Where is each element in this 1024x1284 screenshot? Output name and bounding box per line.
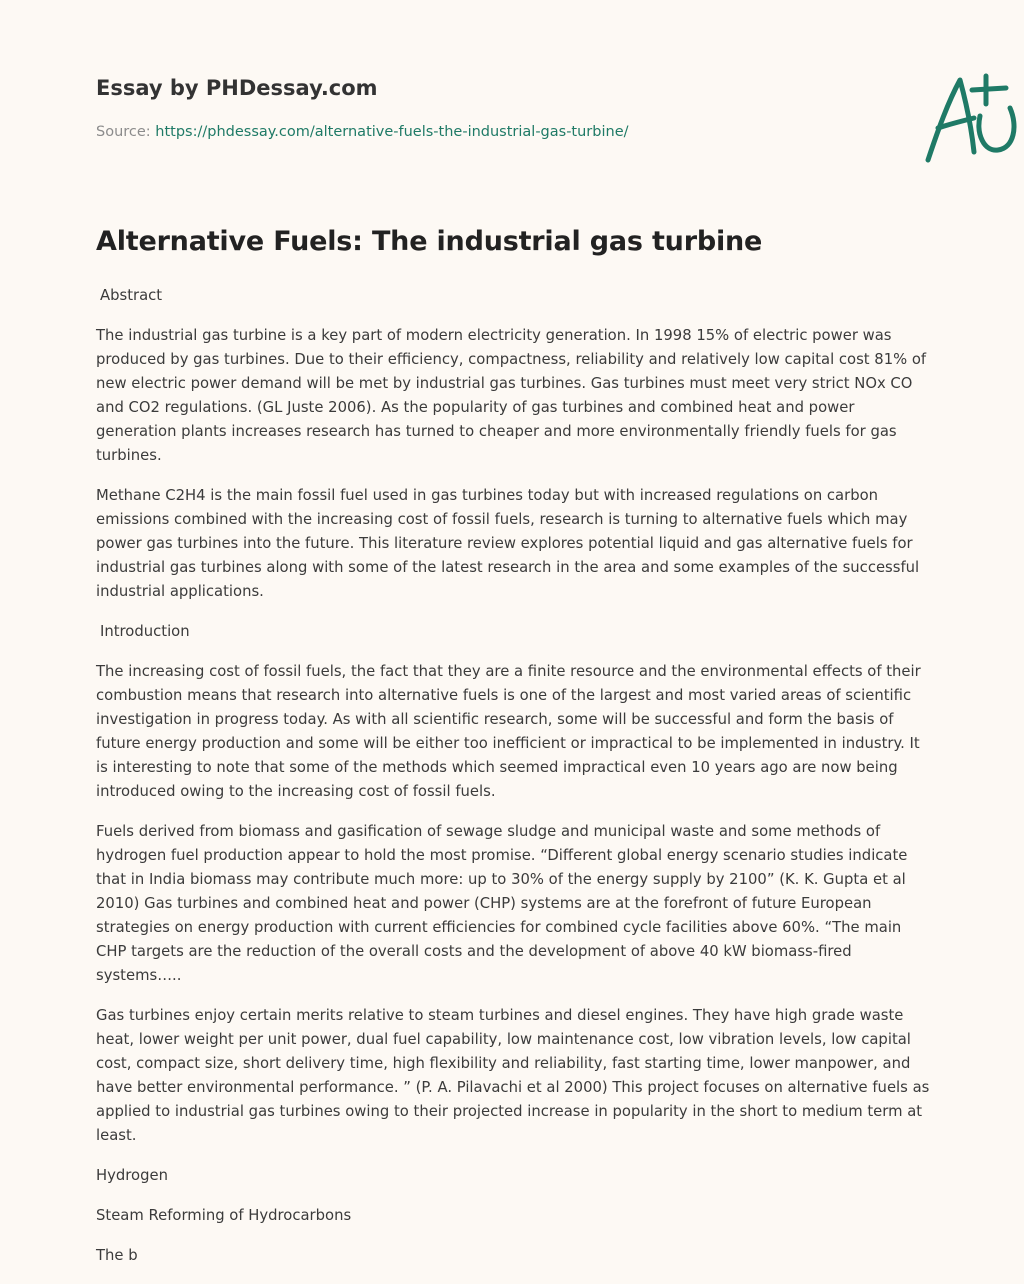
paragraph-abstract: The industrial gas turbine is a key part of modern electricity generation. In 1998 15% of electric power was produced by gas turbines. Due to their efficiency, compactness, reliability and relatively low capital cost 81% of new electric power demand will be met by industrial gas turbines. Gas turbines must meet very strict NOx CO and CO2 regulations. (GL Juste 2006). As the popularity of gas turbines and combined heat and power generation plants increases research has turned to cheaper and more environmentally friendly fuels for gas turbines.: [96, 327, 927, 464]
article-body: [96, 284, 932, 1284]
source-label: Source:: [96, 124, 151, 140]
paragraph-methane: Methane C2H4 is the main fossil fuel used in gas turbines today but with increased regulations on carbon emissions combined with the increasing cost of fossil fuels, research is turning to alternative fuels which may power gas turbines into the future. This literature review explores potential liquid and gas alternative fuels for industrial gas turbines along with some of the latest research in the area and some examples of the successful industrial applications.: [96, 487, 920, 600]
article-title: Alternative Fuels: The industrial gas turbine: [96, 226, 763, 257]
paragraph-biomass: Fuels derived from biomass and gasification of sewage sludge and municipal waste and some methods of hydrogen fuel production appear to hold the most promise. “Different global energy scenario studies indicate that in India biomass may contribute much more: up to 30% of the energy supply by 2100” (K. K. Gupta et al 2010) Gas turbines and combined heat and power (CHP) systems are at the forefront of future European strategies on energy production with current efficiencies for combined cycle facilities above 60%. “The main CHP targets are the reduction of the overall costs and the development of above 40 kW biomass-fired systems…..: [96, 823, 908, 984]
steam-reforming-heading: Steam Reforming of Hydrocarbons: [96, 1207, 352, 1224]
source-line: [96, 124, 629, 140]
a-plus-logo-icon: [914, 68, 1024, 168]
abstract-heading: Abstract: [100, 287, 163, 304]
source-link[interactable]: https://phdessay.com/alternative-fuels-the-industrial-gas-turbine/: [155, 124, 629, 140]
introduction-heading: Introduction: [100, 623, 190, 640]
hydrogen-heading: Hydrogen: [96, 1167, 168, 1184]
paragraph-gas-turbines: Gas turbines enjoy certain merits relative to steam turbines and diesel engines. They have high grade waste heat, lower weight per unit power, dual fuel capability, low maintenance cost, low vibration levels, low capital cost, compact size, short delivery time, high flexibility and reliability, fast starting time, lower manpower, and have better environmental performance. ” (P. A. Pilavachi et al 2000) This project focuses on alternative fuels as applied to industrial gas turbines owing to their projected increase in popularity in the short to medium term at least.: [96, 1007, 930, 1144]
paragraph-intro: The increasing cost of fossil fuels, the fact that they are a finite resource and the environmental effects of their combustion means that research into alternative fuels is one of the largest and most varied areas of scientific investigation in progress today. As with all scientific research, some will be successful and form the basis of future energy production and some will be either too inefficient or impractical to be implemented in industry. It is interesting to note that some of the methods which seemed impractical even 10 years ago are now being introduced owing to the increasing cost of fossil fuels.: [96, 663, 921, 800]
truncated-text: The b: [96, 1247, 138, 1264]
site-brand: Essay by PHDessay.com: [96, 76, 378, 100]
